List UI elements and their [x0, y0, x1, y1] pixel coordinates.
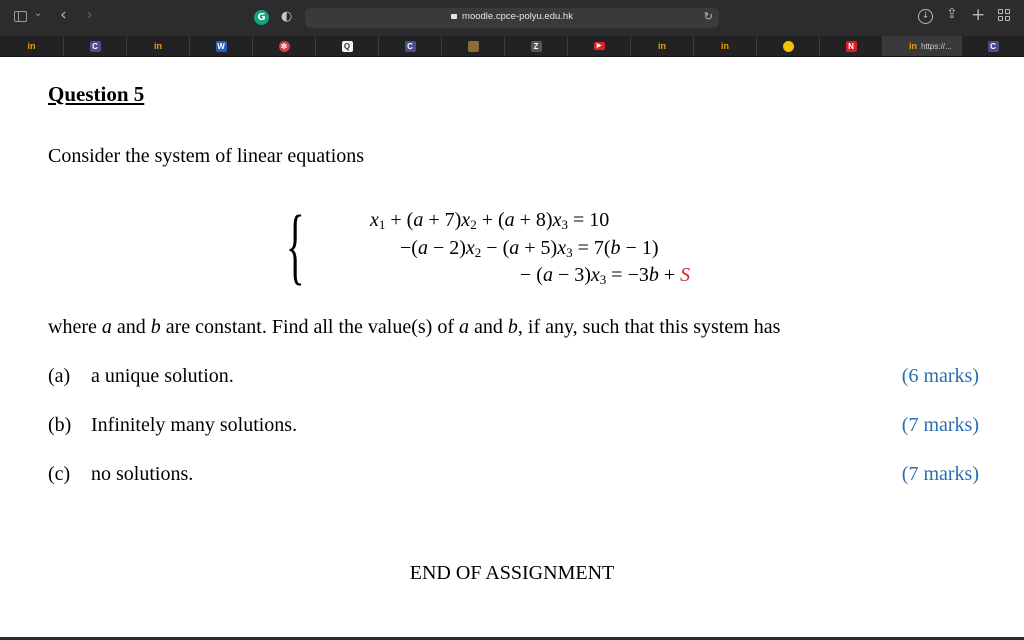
part-a-marks: (6 marks): [901, 365, 979, 387]
tab[interactable]: [504, 36, 567, 56]
highlighted-variable: S: [680, 264, 691, 286]
linkedin-icon: in: [721, 40, 729, 51]
word-icon: W: [217, 41, 225, 51]
netflix-icon: N: [846, 41, 857, 52]
question-intro: Consider the system of linear equations: [48, 145, 365, 167]
c-app-icon: C: [90, 41, 101, 52]
grammarly-icon[interactable]: G: [254, 10, 269, 25]
part-b-marks: (7 marks): [901, 414, 979, 436]
tab[interactable]: [756, 36, 819, 56]
tab[interactable]: [961, 36, 1024, 56]
linkedin-icon: in: [27, 40, 36, 51]
equation-2: $-(a - 2)x_2 - (a + 5)x_3 = 7(b - 1)$: [400, 237, 659, 260]
part-c: (c) no solutions.: [48, 463, 194, 485]
tab[interactable]: [0, 36, 63, 56]
tab[interactable]: [630, 36, 693, 56]
q-app-icon: Q: [342, 41, 353, 52]
tab[interactable]: [63, 36, 126, 56]
linkedin-icon: in: [658, 40, 666, 51]
equation-1: $x_1 + (a + 7)x_2 + (a + 8)x_3 = 10$: [370, 209, 610, 232]
system-brace: {: [286, 197, 305, 293]
tab[interactable]: [567, 36, 630, 56]
c-app-icon: C: [405, 41, 416, 52]
url-text: moodle.cpce-polyu.edu.hk: [462, 11, 573, 22]
end-of-assignment: END OF ASSIGNMENT: [409, 562, 615, 584]
tab[interactable]: [252, 36, 315, 56]
new-tab-icon[interactable]: +: [971, 5, 986, 25]
sidebar-toggle-icon[interactable]: [14, 11, 27, 22]
part-c-marks: (7 marks): [901, 463, 979, 485]
z-app-icon: Z: [531, 41, 542, 52]
tab[interactable]: [126, 36, 189, 56]
part-a: (a) a unique solution.: [48, 365, 234, 387]
reload-icon[interactable]: ↻: [703, 10, 713, 23]
address-bar[interactable]: [305, 8, 719, 28]
equation-3: − $(a - 3)x_3 = -3b + S$: [520, 264, 691, 287]
tab-overview-icon[interactable]: [998, 9, 1010, 21]
tab[interactable]: [819, 36, 882, 56]
chevron-down-icon[interactable]: ⌄: [34, 8, 43, 19]
tab[interactable]: [378, 36, 441, 56]
linkedin-icon: in: [909, 40, 917, 51]
lock-icon: [451, 14, 457, 19]
youtube-icon: ▶: [594, 42, 605, 50]
chat-bubble-icon: [783, 41, 794, 52]
tab-active[interactable]: [882, 36, 961, 56]
tab-label: https://...: [921, 41, 952, 51]
question-title: Question 5: [48, 82, 145, 106]
back-button[interactable]: ‹: [60, 5, 67, 25]
tab-strip: [0, 36, 1024, 57]
red-circle-icon: ✲: [279, 41, 290, 52]
forward-button[interactable]: ›: [86, 5, 93, 25]
download-icon[interactable]: ↓: [918, 9, 933, 24]
part-b: (b) Infinitely many solutions.: [48, 414, 298, 436]
crest-icon: [468, 41, 479, 52]
tab[interactable]: [441, 36, 504, 56]
browser-toolbar: [0, 0, 1024, 36]
tab[interactable]: [315, 36, 378, 56]
question-prompt: where a and b are constant. Find all the value(s) of a and b, if any, such that this system has: [48, 316, 781, 338]
privacy-shield-icon[interactable]: ◐: [281, 9, 293, 24]
share-icon[interactable]: ⇪: [946, 6, 958, 22]
c-app-icon: C: [988, 41, 999, 52]
linkedin-icon: in: [154, 40, 162, 51]
tab[interactable]: [693, 36, 756, 56]
tab[interactable]: [189, 36, 252, 56]
